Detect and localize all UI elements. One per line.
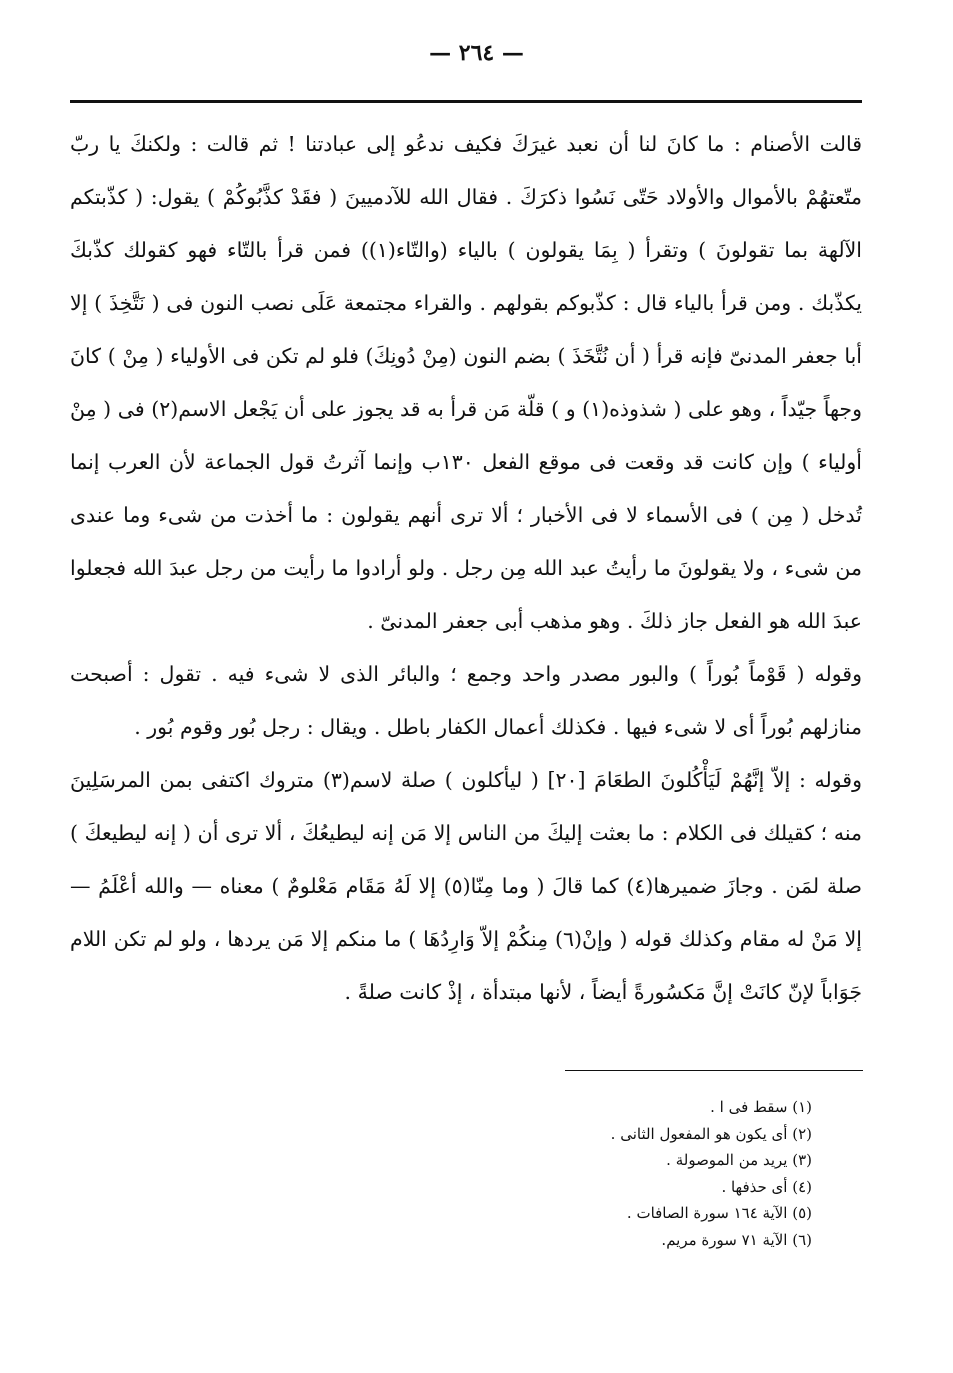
footnote-1: (١) سقط فى ا .: [710, 1098, 812, 1116]
footnote-5: (٥) الآية ١٦٤ سورة الصافات .: [626, 1204, 812, 1222]
footnote-rule: [565, 1070, 863, 1071]
paragraph-3: وقوله : إلاّ إنَّهُمْ لَيَأْكُلونَ الطعَامَ [٢٠] ( ليأكلون ) صلة لاسم(٣) متروك اكتفى بمن المرسَلِينَ منه ؛ كقيلك فى الكلام : ما بعثت إليكَ من الناس إلا مَن إنه ليطيعُكَ ، ألا ترى أن ( إنه ليطيعكَ ) صلة لمَن . وجازَ ضميرها(٤) كما قالَ ( وما مِنّا(٥) إلا لَهُ مَقَام مَعْلومٌ ) معناه — والله أعْلَمُ — إلا مَنْ له مقام وكذلك قوله ( وإنْ(٦) مِنكُمْ إلاّ وَارِدُهَا ) ما منكم إلا مَن يردها ، ولو لم تكن اللام جَوَاباً لإنّ كانَتْ إنَّ مَكسُورةً أيضاً ، لأنها مبتدأة ، إذْ كانت صلةً .: [70, 768, 863, 1004]
main-text: [70, 118, 862, 1019]
footnote-2: (٢) أى يكون هو المفعول الثانى .: [610, 1124, 812, 1143]
footnote-4: (٤) أى حذفها .: [721, 1177, 812, 1196]
footnote-6: (٦) الآية ٧١ سورة مريم.: [661, 1230, 812, 1249]
page-number: — ٢٦٤ —: [429, 40, 524, 66]
header-rule: [70, 100, 862, 103]
paragraph-2: وقوله ( قَوْماً بُوراً ) والبور مصدر واحد وجمع ؛ والبائر الذى لا شىء فيه . تقول : أصبحت منازلهم بُوراً أى لا شىء فيها . فكذلك أعمال الكفار باطل . ويقال : رجل بُور وقوم بُور .: [70, 662, 862, 739]
footnotes: [380, 1094, 812, 1253]
paragraph-1: قالت الأصنام : ما كانَ لنا أن نعبد غيرَكَ فكيف ندعُو إلى عبادتنا ! ثم قالت : ولكنكَ يا ربّ متّعتهُمْ بالأموال والأولاد حَتّى نَسُوا ذكرَكَ . فقال الله للآدميينَ ( فقَدْ كذَّبُوكُمْ ) يقول: ( كذّبتكم الآلهة بما تقولونَ ) وتقرأ ( بِمَا يقولون ) بالياء (والتّاء(١)) فمن قرأ بالتّاء فهو كقولك كذّبكَ يكذّبك . ومن قرأ بالياء قال : كذّبوكم بقولهم . والقراء مجتمعة عَلَى نصب النون فى ( نَتَّخِذَ ) إلا أبا جعفر المدنىّ فإنه قرأ ( أن نُتَّخَذَ ) بضم النون (مِنْ دُونِكَ) فلو لم تكن فى الأولياء ( مِنْ ) كانَ وجهاً جيّداً ، وهو على ( شذوذه(١) و ) قلّة مَن قرأ به قد يجوز على أن يَجْعل الاسم(٢) فى ( مِنْ أولياء ) وإن كانت قد وقعت فى موقع الفعل ١٣٠ب وإنما آثرتُ قول الجماعة لأن العرب إنما تُدخل ( مِن ) فى الأسماء لا فى الأخبار ؛ ألا ترى أنهم يقولون : ما أخذت من شىء وما عندى من شىء ، ولا يقولونَ ما رأيتُ عبد الله مِن رجل . ولو أرادوا ما رأيت من رجل عبدَ الله فجعلوا عبدَ الله هو الفعل جاز ذلكَ . وهو مذهب أبى جعفر المدنىّ .: [70, 132, 862, 633]
footnote-3: (٣) يريد من الموصولة .: [666, 1151, 812, 1169]
